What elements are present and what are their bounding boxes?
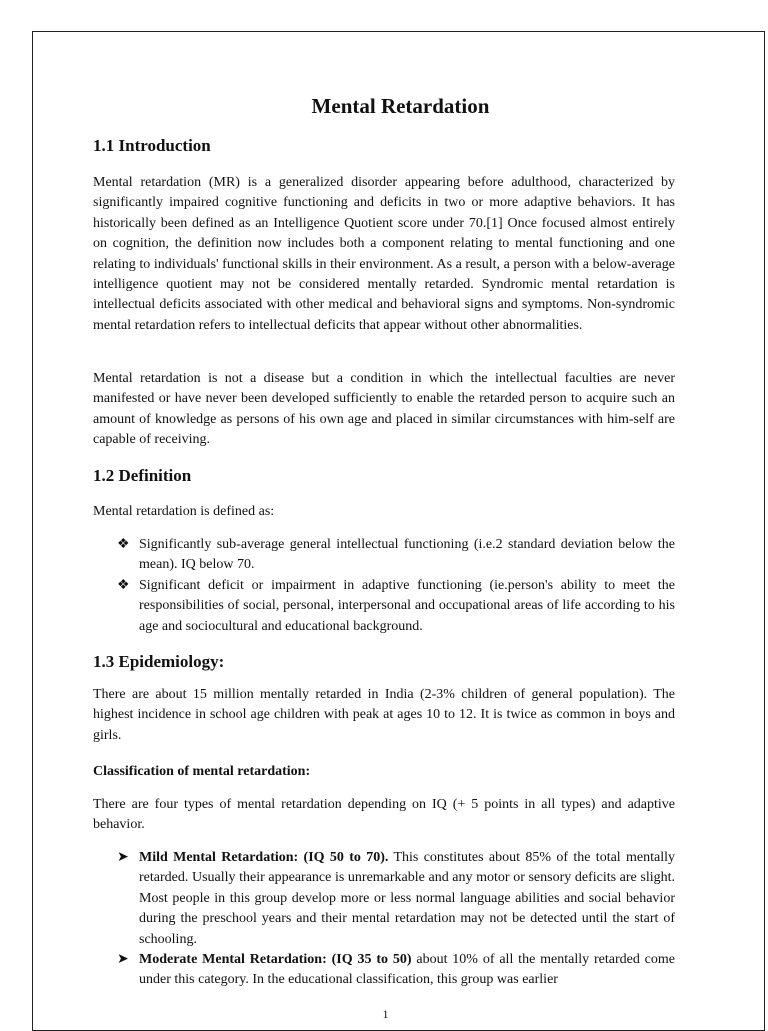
- type-label: Mild Mental Retardation: (IQ 50 to 70).: [139, 850, 389, 865]
- definition-heading: 1.2 Definition: [93, 466, 192, 485]
- document-page: [32, 31, 765, 1031]
- list-item: [117, 950, 675, 991]
- list-item: [117, 535, 675, 576]
- document-title: Mental Retardation: [311, 94, 490, 118]
- list-item: [117, 848, 675, 950]
- type-text: about 10% of all the mentally retarded come under this category. In the educational classification, this group was earlier: [139, 952, 675, 988]
- definition-lead: Mental retardation is defined as:: [93, 504, 275, 519]
- list-item-text: Significantly sub-average general intellectual functioning (i.e.2 standard deviation below the mean). IQ below 70.: [139, 537, 675, 573]
- classification-paragraph: There are four types of mental retardation depending on IQ (+ 5 points in all types) and adaptive behavior.: [93, 797, 675, 833]
- definition-list: [117, 535, 675, 637]
- arrow-bullet-icon: ➤: [117, 952, 129, 968]
- type-text: This constitutes about 85% of the total mentally retarded. Usually their appearance is unremarkable and any motor or sensory deficits are slight. Most people in this group develop more or less normal language abilities and social behavior during the preschool years and their mental retardation may not be detected until the start of schooling.: [139, 850, 676, 947]
- list-item-text: Significant deficit or impairment in adaptive functioning (ie.person's ability to meet the responsibilities of social, personal, interpersonal and occupational areas of life according to his age and sociocultural and educational background.: [139, 577, 675, 634]
- classification-heading: Classification of mental retardation:: [93, 764, 311, 779]
- list-item: [117, 576, 675, 637]
- intro-heading: 1.1 Introduction: [93, 136, 211, 155]
- diamond-bullet-icon: ❖: [117, 537, 130, 552]
- epidemiology-heading: 1.3 Epidemiology:: [93, 652, 225, 671]
- intro-paragraph-2: Mental retardation is not a disease but a condition in which the intellectual faculties are never manifested or have never been developed sufficiently to enable the retarded person to acquire such an amount of knowledge as persons of his own age and placed in similar circumstances with him-self are capable of receiving.: [93, 371, 675, 448]
- diamond-bullet-icon: ❖: [117, 577, 130, 593]
- intro-paragraph-1: Mental retardation (MR) is a generalized disorder appearing before adulthood, characterized by significantly impaired cognitive functioning and deficits in two or more adaptive behaviors. It has historically been defined as an Intelligence Quotient score under 70.[1] Once focused almost entirely on cognition, the definition now includes both a component relating to mental functioning and one relating to individuals' functional skills in their environment. As a result, a person with a below-average intelligence quotient may not be considered mentally retarded. Syndromic mental retardation is intellectual deficits associated with other medical and behavioral signs and symptoms. Non-syndromic mental retardation refers to intellectual deficits that appear without other abnormalities.: [93, 175, 675, 333]
- classification-list: [117, 848, 675, 991]
- epidemiology-paragraph: There are about 15 million mentally retarded in India (2-3% children of general population). The highest incidence in school age children with peak at ages 10 to 12. It is twice as common in boys and girls.: [93, 687, 675, 743]
- type-label: Moderate Mental Retardation: (IQ 35 to 50): [139, 952, 412, 968]
- page-number: 1: [382, 1007, 389, 1021]
- arrow-bullet-icon: ➤: [117, 850, 129, 865]
